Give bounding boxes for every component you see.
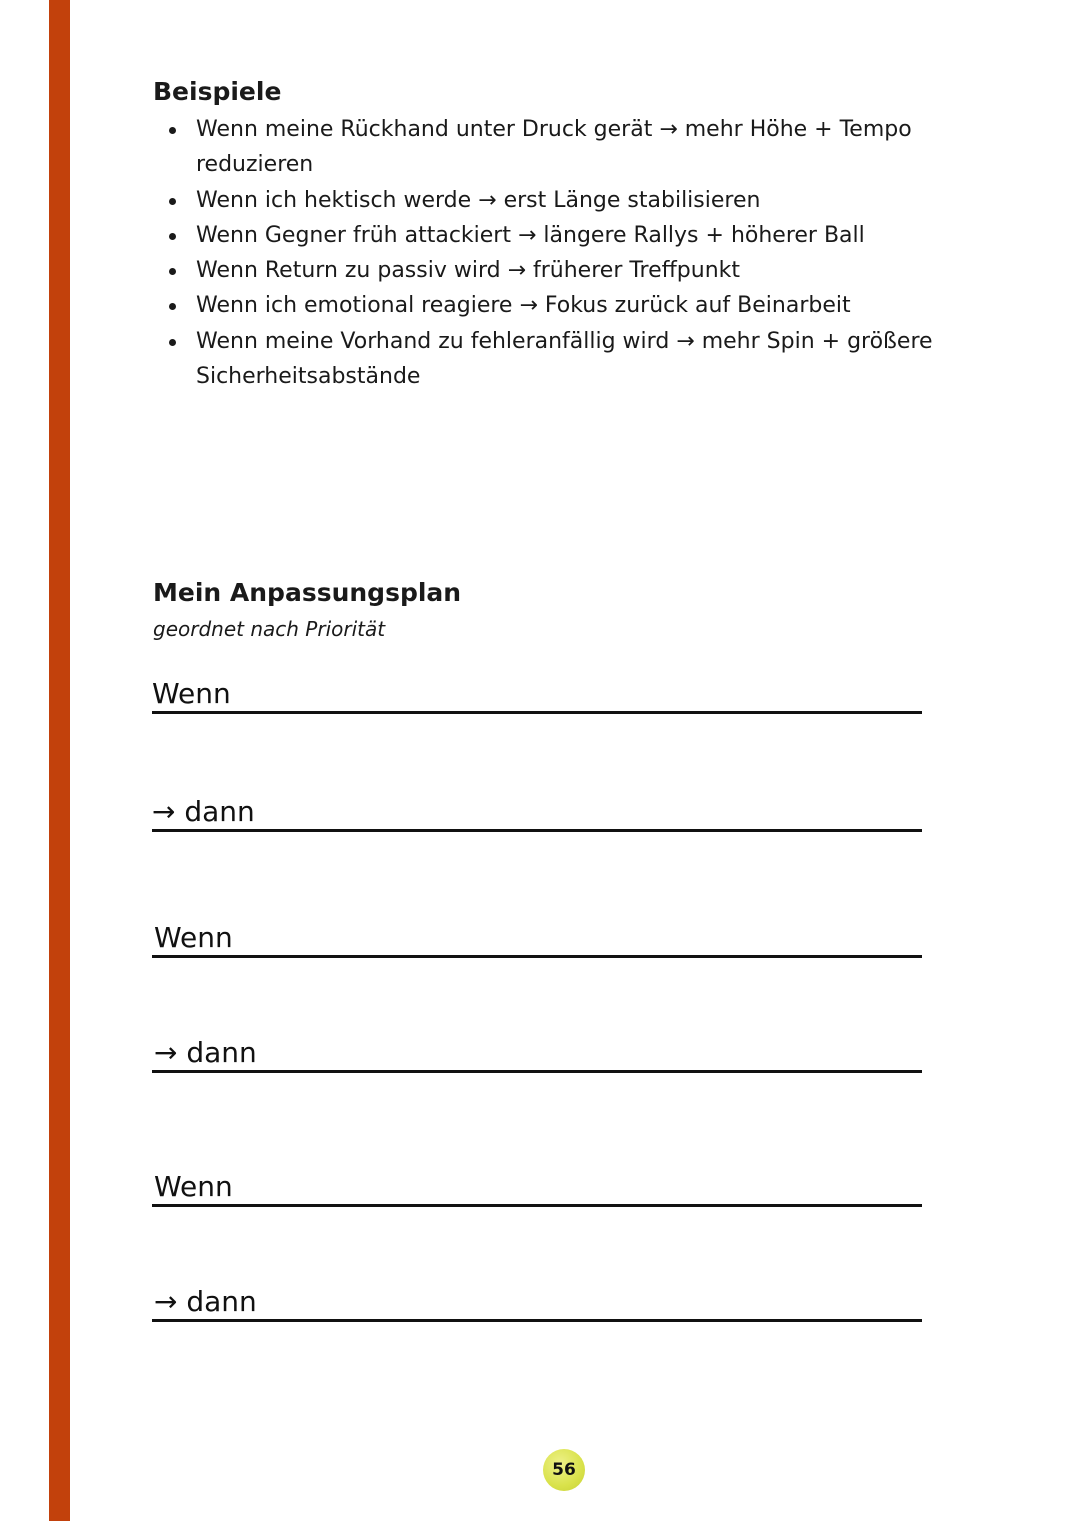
fill-in-label: Wenn xyxy=(154,1170,233,1203)
list-item: Wenn ich hektisch werde → erst Länge stabilisieren xyxy=(196,183,983,218)
fill-in-line-dann[interactable] xyxy=(152,792,922,832)
fill-in-line-wenn[interactable] xyxy=(152,918,922,958)
list-item: Wenn ich emotional reagiere → Fokus zurück auf Beinarbeit xyxy=(196,288,983,323)
page-number: 56 xyxy=(552,1460,576,1480)
plan-subtitle: geordnet nach Priorität xyxy=(153,617,386,641)
fill-in-label: → dann xyxy=(154,1285,257,1318)
fill-in-label: → dann xyxy=(152,795,255,828)
accent-side-bar xyxy=(49,0,70,1521)
list-item: Wenn meine Vorhand zu fehleranfällig wird → mehr Spin + größere Sicherheitsabstände xyxy=(196,324,983,395)
list-item: Wenn Gegner früh attackiert → längere Rallys + höherer Ball xyxy=(196,218,983,253)
plan-heading: Mein Anpassungsplan xyxy=(153,578,462,607)
examples-heading: Beispiele xyxy=(153,77,282,106)
tennis-ball-icon xyxy=(543,1449,585,1491)
fill-in-label: Wenn xyxy=(152,677,231,710)
fill-in-label: Wenn xyxy=(154,921,233,954)
examples-list xyxy=(153,112,983,394)
fill-in-line-dann[interactable] xyxy=(152,1282,922,1322)
list-item: Wenn Return zu passiv wird → früherer Treffpunkt xyxy=(196,253,983,288)
list-item: Wenn meine Rückhand unter Druck gerät → mehr Höhe + Tempo reduzieren xyxy=(196,112,983,183)
fill-in-label: → dann xyxy=(154,1036,257,1069)
fill-in-line-dann[interactable] xyxy=(152,1033,922,1073)
fill-in-line-wenn[interactable] xyxy=(152,1167,922,1207)
fill-in-line-wenn[interactable] xyxy=(152,674,922,714)
